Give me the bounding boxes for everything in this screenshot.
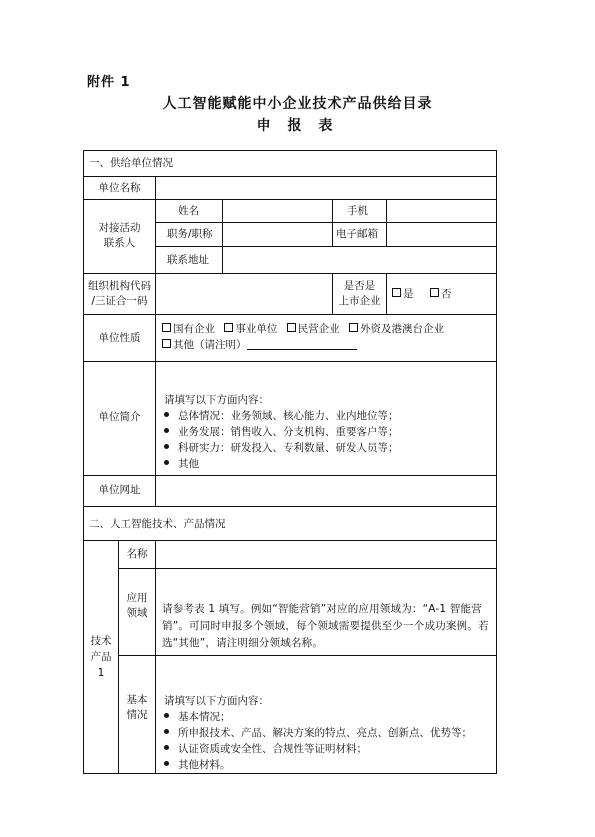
nature-option-label: 外资及港澳台企业 <box>360 323 445 335</box>
unit-name-label: 单位名称 <box>98 182 141 194</box>
nature-other-underline[interactable] <box>247 339 357 350</box>
phone-field[interactable] <box>388 201 495 221</box>
table-rule <box>83 506 497 507</box>
table-rule <box>155 176 156 475</box>
checkbox-icon[interactable] <box>392 288 401 297</box>
bullet-icon <box>164 412 169 417</box>
table-rule <box>155 475 156 506</box>
email-field[interactable] <box>388 224 495 245</box>
table-rule <box>83 540 497 541</box>
nature-option-institution[interactable] <box>224 323 277 335</box>
table-rule <box>83 199 497 200</box>
section-heading-tech: 二、人工智能技术、产品情况 <box>89 518 226 530</box>
listed-yes-label: 是 <box>403 288 414 300</box>
address-field[interactable] <box>224 248 495 272</box>
checkbox-icon[interactable] <box>162 323 171 332</box>
org-code-field[interactable] <box>157 275 331 313</box>
email-label: 电子邮箱 <box>336 228 378 240</box>
basic-info-content[interactable] <box>164 693 472 773</box>
table-rule <box>332 199 333 246</box>
nature-label: 单位性质 <box>98 332 141 344</box>
table-rule <box>118 655 497 656</box>
tech-product-label-line1: 技术 <box>90 635 112 647</box>
app-domain-label-line1: 应用 <box>126 592 148 604</box>
table-rule <box>83 314 497 315</box>
position-label: 职务/职称 <box>167 228 213 240</box>
nature-option-private[interactable] <box>287 323 340 335</box>
contact-label-line2: 联系人 <box>103 237 136 249</box>
table-border <box>83 773 497 774</box>
table-rule <box>118 568 497 569</box>
form-subtitle: 申 报 表 <box>256 118 339 134</box>
bullet-icon <box>164 761 169 766</box>
address-label: 联系地址 <box>167 254 209 266</box>
basic-info-label-line2: 情况 <box>126 709 148 721</box>
list-item: 科研实力：研发投入、专利数量、研发人员等； <box>164 440 399 456</box>
nature-option-label: 国有企业 <box>173 323 215 335</box>
listed-label-line1: 是否是 <box>343 280 376 292</box>
table-rule <box>222 199 223 273</box>
list-item: 其他 <box>164 456 399 472</box>
position-field[interactable] <box>224 224 331 245</box>
table-border <box>496 150 497 774</box>
list-item: 基本情况； <box>164 709 472 725</box>
nature-option-foreign[interactable] <box>349 323 444 335</box>
table-rule <box>386 199 387 246</box>
table-rule <box>155 222 497 223</box>
tech-name-label: 名称 <box>126 548 148 560</box>
nature-options-row <box>162 322 444 336</box>
nature-option-label: 民营企业 <box>297 323 340 335</box>
nature-option-label: 事业单位 <box>235 323 278 335</box>
bullet-icon <box>164 729 169 734</box>
table-rule <box>83 176 497 177</box>
intro-content[interactable] <box>164 392 399 472</box>
table-rule <box>118 540 119 774</box>
checkbox-icon[interactable] <box>162 339 171 348</box>
tech-name-field[interactable] <box>157 542 495 567</box>
table-rule <box>83 361 497 362</box>
app-domain-instructions[interactable]: 请参考表 1 填写。例如“智能营销”对应的应用领域为：“A-1 智能营销”。可同时申报多个领域，每个领域需要提供至少一个成功案例。若选“其他”，请注明细分领域名称。 <box>162 603 489 649</box>
nature-other-label: 其他（请注明） <box>173 339 247 351</box>
list-item: 认证资质或安全性、合规性等证明材料； <box>164 741 472 757</box>
table-border <box>83 150 497 151</box>
basic-info-prompt: 请填写以下方面内容： <box>164 695 269 707</box>
basic-info-label-line1: 基本 <box>126 694 148 706</box>
app-domain-label-line2: 领域 <box>126 607 148 619</box>
table-rule <box>83 475 497 476</box>
website-field[interactable] <box>157 477 495 505</box>
phone-label: 手机 <box>347 205 368 217</box>
listed-no-label: 否 <box>441 288 452 300</box>
name-label: 姓名 <box>178 205 199 217</box>
table-rule <box>386 273 387 314</box>
checkbox-icon[interactable] <box>224 323 233 332</box>
name-field[interactable] <box>224 201 331 221</box>
listed-yes-option[interactable] <box>392 287 414 301</box>
list-item: 总体情况：业务领域、核心能力、业内地位等； <box>164 408 399 424</box>
list-item: 所申报技术、产品、解决方案的特点、亮点、创新点、优势等； <box>164 725 472 741</box>
tech-product-label-line2: 产品 <box>90 651 112 663</box>
contact-label-line1: 对接活动 <box>98 222 141 234</box>
table-rule <box>155 540 156 774</box>
intro-label: 单位简介 <box>98 411 141 423</box>
section-heading-supplier: 一、供给单位情况 <box>89 157 173 169</box>
checkbox-icon[interactable] <box>287 323 296 332</box>
org-code-label-line1: 组织机构代码 <box>88 280 151 292</box>
bullet-icon <box>164 713 169 718</box>
unit-name-field[interactable] <box>157 178 495 198</box>
form-title: 人工智能赋能中小企业技术产品供给目录 <box>162 96 433 112</box>
nature-option-state[interactable] <box>162 323 215 335</box>
org-code-label-line2: /三证合一码 <box>91 295 148 307</box>
intro-prompt: 请填写以下方面内容： <box>164 394 269 406</box>
checkbox-icon[interactable] <box>430 288 439 297</box>
list-item: 业务发展：销售收入、分支机构、重要客户等； <box>164 424 399 440</box>
list-item: 其他材料。 <box>164 757 472 773</box>
listed-label-line2: 上市企业 <box>338 295 381 307</box>
website-label: 单位网址 <box>98 484 141 496</box>
bullet-icon <box>164 444 169 449</box>
attachment-label: 附件 1 <box>87 75 131 90</box>
nature-other-row[interactable] <box>162 338 357 352</box>
bullet-icon <box>164 745 169 750</box>
listed-no-option[interactable] <box>430 287 452 301</box>
tech-product-label-line3: 1 <box>97 667 105 679</box>
table-rule <box>155 246 497 247</box>
checkbox-icon[interactable] <box>349 323 358 332</box>
table-rule <box>83 273 497 274</box>
bullet-icon <box>164 428 169 433</box>
bullet-icon <box>164 460 169 465</box>
